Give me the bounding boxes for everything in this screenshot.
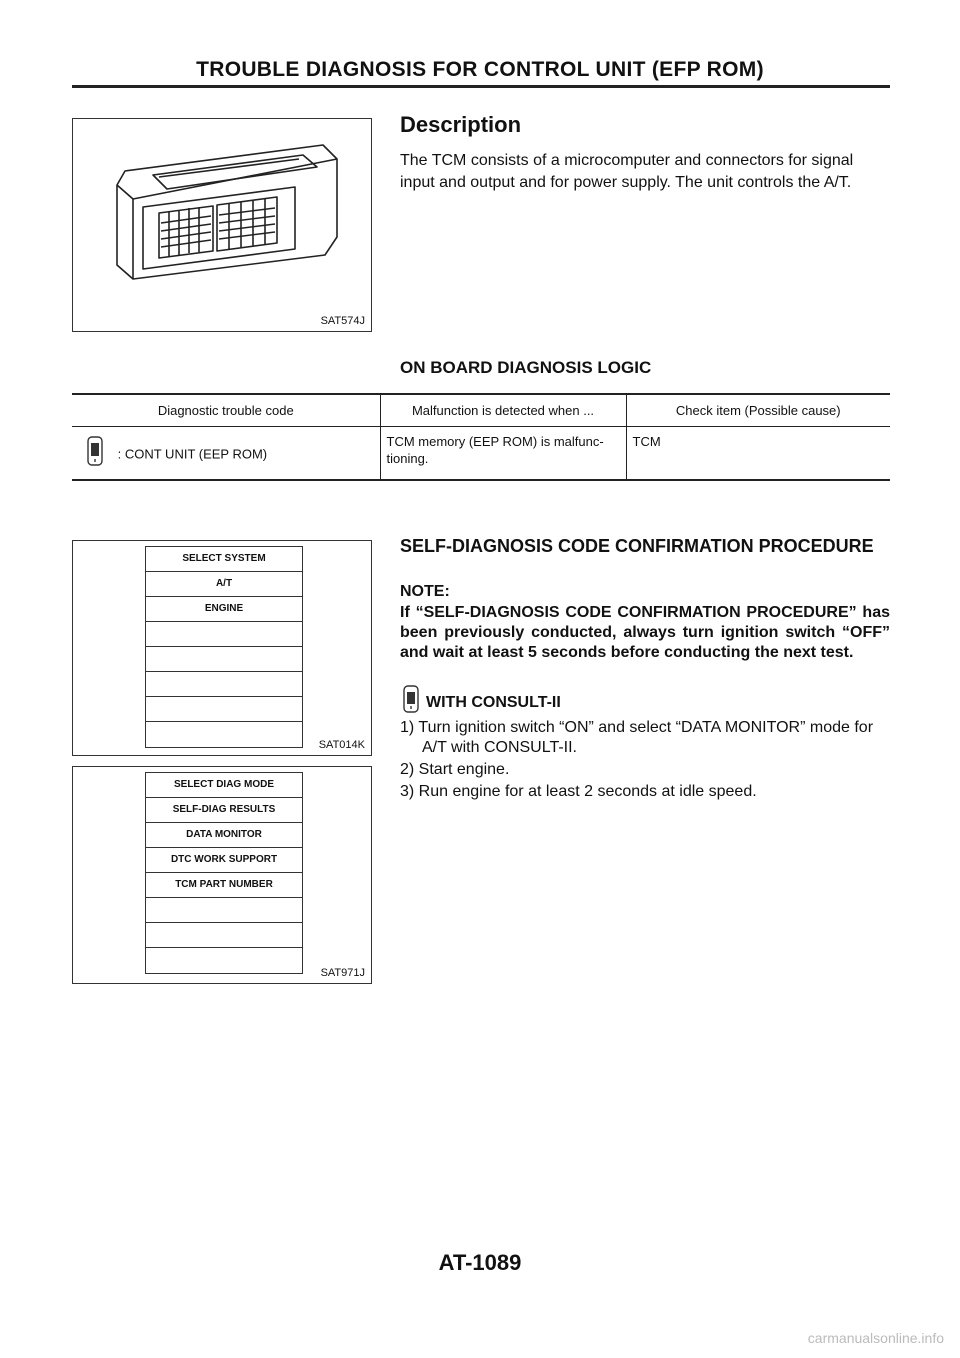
list-item: 3) Run engine for at least 2 seconds at idle speed.: [400, 783, 757, 800]
screen-title: SELECT SYSTEM: [146, 547, 302, 572]
column-header-malfunction: Malfunction is detected when ...: [380, 394, 626, 427]
list-item: 2) Start engine.: [400, 761, 510, 778]
screen-item: SELF-DIAG RESULTS: [146, 798, 302, 823]
screen-item: [146, 948, 302, 973]
column-header-check-item: Check item (Possible cause): [626, 394, 890, 427]
consult-ii-icon: [400, 685, 422, 720]
obd-heading: ON BOARD DIAGNOSIS LOGIC: [400, 358, 652, 377]
description-text: The TCM consists of a microcomputer and connectors for signal input and output and for power supply. The unit controls the A/T.: [400, 152, 854, 191]
select-diag-mode-screen: [145, 772, 303, 974]
screen-item: [146, 923, 302, 948]
page-header-title: TROUBLE DIAGNOSIS FOR CONTROL UNIT (EFP ROM): [196, 58, 764, 81]
screen-item: [146, 697, 302, 722]
malfunction-text: TCM memory (EEP ROM) is malfunc-tioning.: [380, 427, 626, 481]
obd-table: [72, 393, 890, 481]
screen-item: [146, 898, 302, 923]
note-text: If “SELF-DIAGNOSIS CODE CONFIRMATION PROCEDURE” has been previously conducted, always turn ignition switch “OFF” and wait at least 5 seconds before conducting the next test.: [400, 604, 890, 661]
check-item-text: TCM: [626, 427, 890, 481]
with-consult-label: WITH CONSULT-II: [426, 693, 561, 711]
screen-item: [146, 647, 302, 672]
screen-item: [146, 622, 302, 647]
description-heading: Description: [400, 112, 522, 137]
list-item: 1) Turn ignition switch “ON” and select “DATA MONITOR” mode for A/T with CONSULT-II.: [400, 719, 874, 756]
figure-label: SAT971J: [320, 967, 365, 979]
screen-item: [146, 672, 302, 697]
consult-ii-icon: [84, 435, 106, 473]
select-system-screen: [145, 546, 303, 748]
table-row: [72, 427, 890, 481]
screen-item: [146, 722, 302, 747]
screen-item: A/T: [146, 572, 302, 597]
procedure-steps: [400, 718, 890, 804]
column-header-dtc: Diagnostic trouble code: [72, 394, 380, 427]
figure-label: SAT014K: [318, 739, 365, 751]
dtc-text: : CONT UNIT (EEP ROM): [117, 446, 268, 462]
screen-item: DTC WORK SUPPORT: [146, 848, 302, 873]
page-number: AT-1089: [438, 1250, 522, 1275]
watermark: carmanualsonline.info: [807, 1330, 944, 1346]
screen-item: ENGINE: [146, 597, 302, 622]
select-system-figure: [72, 540, 372, 756]
figure-label: SAT574J: [320, 315, 365, 327]
tcm-unit-figure: [72, 118, 372, 332]
header-rule: [72, 85, 890, 88]
screen-item: DATA MONITOR: [146, 823, 302, 848]
with-consult-row: [400, 685, 561, 720]
screen-title: SELECT DIAG MODE: [146, 773, 302, 798]
screen-item: TCM PART NUMBER: [146, 873, 302, 898]
select-diag-mode-figure: [72, 766, 372, 984]
self-diagnosis-heading: SELF-DIAGNOSIS CODE CONFIRMATION PROCEDURE: [400, 536, 874, 556]
tcm-unit-illustration: [73, 119, 371, 331]
note-heading: NOTE:: [400, 583, 450, 600]
